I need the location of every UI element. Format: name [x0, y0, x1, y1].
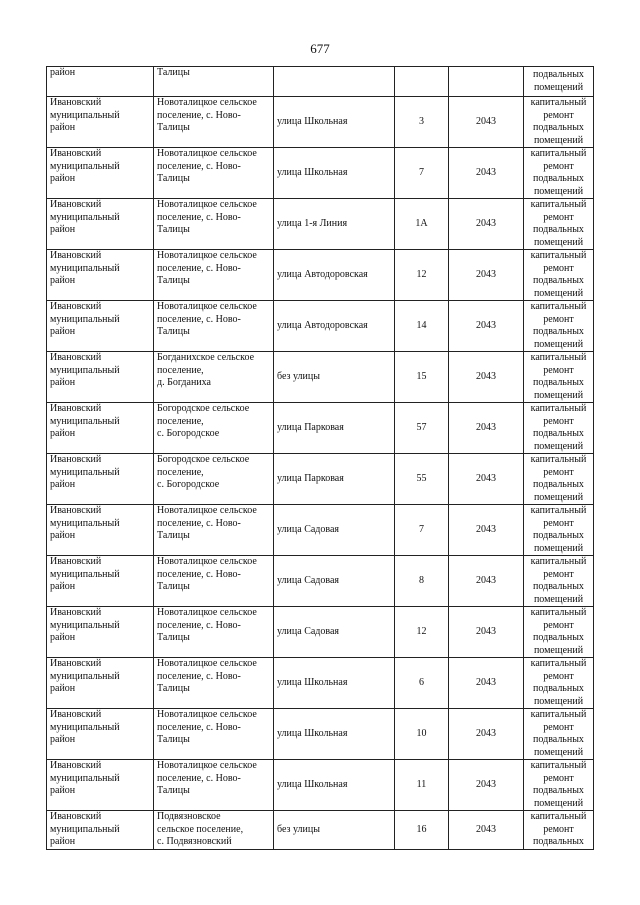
- year-cell: [449, 67, 524, 97]
- table-row: [47, 505, 594, 556]
- cell-line: ремонт: [543, 670, 574, 682]
- cell-line: ремонт: [543, 313, 574, 325]
- cell-line: поселение, с. Ново-: [157, 721, 241, 733]
- table-row: [47, 301, 594, 352]
- cell-line: капитальный: [530, 199, 587, 210]
- cell-line: с. Богородское: [157, 428, 220, 439]
- cell-line: помещений: [533, 695, 584, 707]
- house-cell: 12: [395, 607, 449, 658]
- cell-line: район: [50, 122, 76, 133]
- cell-line: муниципальный: [50, 823, 120, 835]
- district-cell: [47, 505, 154, 556]
- cell-line: помещений: [533, 81, 584, 93]
- street-cell: улица Школьная: [274, 148, 395, 199]
- settlement-cell: [154, 505, 274, 556]
- cell-line: подвальных: [533, 122, 584, 133]
- cell-line: поселение, с. Ново-: [157, 568, 241, 580]
- cell-line: Новоталицкое сельское: [157, 760, 257, 771]
- cell-line: муниципальный: [50, 160, 120, 172]
- year-cell: 2043: [449, 403, 524, 454]
- settlement-cell: [154, 454, 274, 505]
- cell-line: Талицы: [157, 67, 190, 78]
- cell-line: помещений: [533, 185, 584, 197]
- work-type-cell: [524, 607, 594, 658]
- settlement-cell: [154, 658, 274, 709]
- work-type-cell: [524, 811, 594, 850]
- settlement-cell: [154, 556, 274, 607]
- work-type-cell: [524, 658, 594, 709]
- cell-line: Ивановский: [50, 811, 102, 822]
- cell-line: капитальный: [530, 811, 587, 822]
- cell-line: район: [50, 326, 76, 337]
- year-cell: 2043: [449, 709, 524, 760]
- table-row: [47, 250, 594, 301]
- cell-line: подвальных: [533, 479, 584, 490]
- cell-line: ремонт: [543, 364, 574, 376]
- street-cell: улица Парковая: [274, 403, 395, 454]
- cell-line: Талицы: [157, 734, 190, 745]
- cell-line: район: [50, 581, 76, 592]
- table-row-continued: [47, 67, 594, 97]
- year-cell: 2043: [449, 556, 524, 607]
- table-row: [47, 352, 594, 403]
- settlement-cell: [154, 760, 274, 811]
- cell-line: ремонт: [543, 262, 574, 274]
- table-row: [47, 658, 594, 709]
- year-cell: 2043: [449, 811, 524, 850]
- cell-line: ремонт: [543, 415, 574, 427]
- cell-line: район: [50, 173, 76, 184]
- cell-line: с. Богородское: [157, 479, 220, 490]
- district-cell: [47, 403, 154, 454]
- cell-line: Талицы: [157, 785, 190, 796]
- cell-line: муниципальный: [50, 619, 120, 631]
- table-row: [47, 454, 594, 505]
- cell-line: сельское поселение,: [157, 823, 244, 835]
- street-cell: без улицы: [274, 811, 395, 850]
- year-cell: 2043: [449, 301, 524, 352]
- cell-line: муниципальный: [50, 109, 120, 121]
- district-cell: [47, 658, 154, 709]
- cell-line: помещений: [533, 491, 584, 503]
- district-cell: [47, 97, 154, 148]
- year-cell: 2043: [449, 760, 524, 811]
- street-cell: улица 1-я Линия: [274, 199, 395, 250]
- cell-line: ремонт: [543, 517, 574, 529]
- year-cell: 2043: [449, 250, 524, 301]
- cell-line: муниципальный: [50, 568, 120, 580]
- cell-line: поселение,: [157, 466, 204, 478]
- cell-line: подвальных: [533, 326, 584, 337]
- cell-line: подвальных: [533, 734, 584, 745]
- cell-line: Талицы: [157, 326, 190, 337]
- house-cell: 3: [395, 97, 449, 148]
- district-cell: [47, 454, 154, 505]
- work-type-cell: [524, 760, 594, 811]
- cell-line: помещений: [533, 593, 584, 605]
- cell-line: помещений: [533, 542, 584, 554]
- year-cell: 2043: [449, 607, 524, 658]
- cell-line: помещений: [533, 338, 584, 350]
- cell-line: Ивановский: [50, 556, 102, 567]
- cell-line: район: [50, 428, 76, 439]
- cell-line: капитальный: [530, 760, 587, 771]
- work-type-cell: [524, 199, 594, 250]
- cell-line: помещений: [533, 644, 584, 656]
- cell-line: ремонт: [543, 721, 574, 733]
- cell-line: Богородское сельское: [157, 403, 250, 414]
- cell-line: Ивановский: [50, 709, 102, 720]
- district-cell: [47, 148, 154, 199]
- cell-line: помещений: [533, 134, 584, 146]
- cell-line: Новоталицкое сельское: [157, 148, 257, 159]
- table-row: [47, 403, 594, 454]
- cell-line: ремонт: [543, 568, 574, 580]
- cell-line: Талицы: [157, 683, 190, 694]
- table-row: [47, 556, 594, 607]
- cell-line: Талицы: [157, 173, 190, 184]
- house-cell: 11: [395, 760, 449, 811]
- cell-line: Богородское сельское: [157, 454, 250, 465]
- year-cell: 2043: [449, 658, 524, 709]
- cell-line: Талицы: [157, 581, 190, 592]
- cell-line: муниципальный: [50, 211, 120, 223]
- cell-line: капитальный: [530, 709, 587, 720]
- house-cell: 8: [395, 556, 449, 607]
- cell-line: муниципальный: [50, 262, 120, 274]
- house-cell: 7: [395, 148, 449, 199]
- cell-line: с. Подвязновский: [157, 836, 232, 847]
- cell-line: подвальных: [533, 275, 584, 286]
- cell-line: Ивановский: [50, 250, 102, 261]
- cell-line: ремонт: [543, 211, 574, 223]
- cell-line: помещений: [533, 287, 584, 299]
- street-cell: улица Школьная: [274, 760, 395, 811]
- cell-line: капитальный: [530, 505, 587, 516]
- work-type-cell: [524, 454, 594, 505]
- cell-line: Ивановский: [50, 658, 102, 669]
- cell-line: район: [50, 734, 76, 745]
- cell-line: поселение,: [157, 415, 204, 427]
- cell-line: Новоталицкое сельское: [157, 199, 257, 210]
- cell-line: район: [50, 479, 76, 490]
- cell-line: капитальный: [530, 658, 587, 669]
- settlement-cell: [154, 607, 274, 658]
- settlement-cell: [154, 199, 274, 250]
- table-row: [47, 811, 594, 850]
- cell-line: район: [50, 224, 76, 235]
- cell-line: капитальный: [530, 556, 587, 567]
- cell-line: Подвязновское: [157, 811, 221, 822]
- cell-line: муниципальный: [50, 670, 120, 682]
- cell-line: капитальный: [530, 250, 587, 261]
- street-cell: улица Садовая: [274, 505, 395, 556]
- settlement-cell: [154, 67, 274, 97]
- table-row: [47, 607, 594, 658]
- year-cell: 2043: [449, 199, 524, 250]
- cell-line: район: [50, 530, 76, 541]
- table-row: [47, 199, 594, 250]
- cell-line: Новоталицкое сельское: [157, 97, 257, 108]
- work-type-cell: [524, 148, 594, 199]
- cell-line: Ивановский: [50, 403, 102, 414]
- street-cell: улица Школьная: [274, 97, 395, 148]
- house-cell: 10: [395, 709, 449, 760]
- cell-line: помещений: [533, 440, 584, 452]
- year-cell: 2043: [449, 454, 524, 505]
- cell-line: капитальный: [530, 403, 587, 414]
- settlement-cell: [154, 301, 274, 352]
- cell-line: Ивановский: [50, 505, 102, 516]
- work-type-cell: [524, 250, 594, 301]
- cell-line: ремонт: [543, 619, 574, 631]
- cell-line: поселение, с. Ново-: [157, 313, 241, 325]
- settlement-cell: [154, 148, 274, 199]
- cell-line: капитальный: [530, 607, 587, 618]
- street-cell: улица Садовая: [274, 556, 395, 607]
- cell-line: Новоталицкое сельское: [157, 301, 257, 312]
- cell-line: Новоталицкое сельское: [157, 709, 257, 720]
- work-type-cell: [524, 301, 594, 352]
- cell-line: подвальных: [533, 581, 584, 592]
- cell-line: Талицы: [157, 275, 190, 286]
- cell-line: помещений: [533, 389, 584, 401]
- settlement-cell: [154, 352, 274, 403]
- cell-line: Талицы: [157, 122, 190, 133]
- cell-line: муниципальный: [50, 313, 120, 325]
- cell-line: район: [50, 683, 76, 694]
- cell-line: подвальных: [533, 173, 584, 184]
- cell-line: подвальных: [533, 224, 584, 235]
- street-cell: [274, 67, 395, 97]
- table-row: [47, 97, 594, 148]
- cell-line: помещений: [533, 797, 584, 809]
- cell-line: подвальных: [533, 530, 584, 541]
- cell-line: поселение, с. Ново-: [157, 517, 241, 529]
- cell-line: капитальный: [530, 454, 587, 465]
- cell-line: ремонт: [543, 466, 574, 478]
- district-cell: [47, 760, 154, 811]
- registry-body: [47, 67, 594, 850]
- house-cell: 6: [395, 658, 449, 709]
- cell-line: поселение, с. Ново-: [157, 619, 241, 631]
- year-cell: 2043: [449, 352, 524, 403]
- building-registry-table: [46, 66, 594, 850]
- table-row: [47, 760, 594, 811]
- house-cell: 7: [395, 505, 449, 556]
- district-cell: [47, 67, 154, 97]
- cell-line: поселение, с. Ново-: [157, 211, 241, 223]
- cell-line: подвальных: [533, 632, 584, 643]
- cell-line: муниципальный: [50, 772, 120, 784]
- street-cell: улица Школьная: [274, 658, 395, 709]
- cell-line: муниципальный: [50, 721, 120, 733]
- cell-line: подвальных: [533, 428, 584, 439]
- cell-line: поселение,: [157, 364, 204, 376]
- settlement-cell: [154, 97, 274, 148]
- district-cell: [47, 607, 154, 658]
- street-cell: улица Автодоровская: [274, 250, 395, 301]
- cell-line: ремонт: [543, 160, 574, 172]
- cell-line: помещений: [533, 236, 584, 248]
- cell-line: подвальных: [533, 69, 584, 80]
- cell-line: район: [50, 377, 76, 388]
- street-cell: улица Школьная: [274, 709, 395, 760]
- cell-line: помещений: [533, 746, 584, 758]
- table-row: [47, 709, 594, 760]
- district-cell: [47, 709, 154, 760]
- cell-line: капитальный: [530, 97, 587, 108]
- cell-line: капитальный: [530, 301, 587, 312]
- street-cell: улица Парковая: [274, 454, 395, 505]
- district-cell: [47, 556, 154, 607]
- settlement-cell: [154, 250, 274, 301]
- cell-line: подвальных: [533, 377, 584, 388]
- cell-line: муниципальный: [50, 364, 120, 376]
- cell-line: Талицы: [157, 530, 190, 541]
- cell-line: муниципальный: [50, 517, 120, 529]
- house-cell: 12: [395, 250, 449, 301]
- cell-line: подвальных: [533, 836, 584, 847]
- street-cell: улица Садовая: [274, 607, 395, 658]
- cell-line: Новоталицкое сельское: [157, 607, 257, 618]
- cell-line: Ивановский: [50, 148, 102, 159]
- street-cell: улица Автодоровская: [274, 301, 395, 352]
- cell-line: район: [50, 836, 76, 847]
- district-cell: [47, 301, 154, 352]
- cell-line: муниципальный: [50, 415, 120, 427]
- cell-line: Талицы: [157, 224, 190, 235]
- district-cell: [47, 250, 154, 301]
- cell-line: Ивановский: [50, 97, 102, 108]
- district-cell: [47, 199, 154, 250]
- house-cell: [395, 67, 449, 97]
- cell-line: поселение, с. Ново-: [157, 670, 241, 682]
- cell-line: ремонт: [543, 772, 574, 784]
- cell-line: Ивановский: [50, 352, 102, 363]
- cell-line: Новоталицкое сельское: [157, 658, 257, 669]
- house-cell: 16: [395, 811, 449, 850]
- cell-line: поселение, с. Ново-: [157, 109, 241, 121]
- house-cell: 57: [395, 403, 449, 454]
- cell-line: муниципальный: [50, 466, 120, 478]
- work-type-cell: [524, 97, 594, 148]
- work-type-cell: [524, 505, 594, 556]
- cell-line: Новоталицкое сельское: [157, 250, 257, 261]
- cell-line: капитальный: [530, 352, 587, 363]
- cell-line: Ивановский: [50, 301, 102, 312]
- work-type-cell: [524, 67, 594, 97]
- cell-line: Ивановский: [50, 454, 102, 465]
- cell-line: подвальных: [533, 683, 584, 694]
- cell-line: район: [50, 785, 76, 796]
- work-type-cell: [524, 709, 594, 760]
- district-cell: [47, 352, 154, 403]
- work-type-cell: [524, 352, 594, 403]
- cell-line: Талицы: [157, 632, 190, 643]
- work-type-cell: [524, 556, 594, 607]
- cell-line: район: [50, 632, 76, 643]
- house-cell: 1А: [395, 199, 449, 250]
- page-number: 677: [310, 41, 330, 56]
- cell-line: Ивановский: [50, 760, 102, 771]
- table-row: [47, 148, 594, 199]
- cell-line: Новоталицкое сельское: [157, 556, 257, 567]
- cell-line: ремонт: [543, 823, 574, 835]
- cell-line: район: [50, 275, 76, 286]
- street-cell: без улицы: [274, 352, 395, 403]
- house-cell: 14: [395, 301, 449, 352]
- cell-line: поселение, с. Ново-: [157, 160, 241, 172]
- cell-line: д. Богданиха: [157, 377, 211, 388]
- cell-line: ремонт: [543, 109, 574, 121]
- cell-line: район: [50, 67, 76, 78]
- cell-line: Ивановский: [50, 607, 102, 618]
- cell-line: капитальный: [530, 148, 587, 159]
- district-cell: [47, 811, 154, 850]
- cell-line: Ивановский: [50, 199, 102, 210]
- settlement-cell: [154, 403, 274, 454]
- house-cell: 15: [395, 352, 449, 403]
- year-cell: 2043: [449, 97, 524, 148]
- cell-line: поселение, с. Ново-: [157, 262, 241, 274]
- settlement-cell: [154, 709, 274, 760]
- cell-line: Новоталицкое сельское: [157, 505, 257, 516]
- settlement-cell: [154, 811, 274, 850]
- house-cell: 55: [395, 454, 449, 505]
- year-cell: 2043: [449, 505, 524, 556]
- cell-line: подвальных: [533, 785, 584, 796]
- cell-line: поселение, с. Ново-: [157, 772, 241, 784]
- cell-line: Богданихское сельское: [157, 352, 255, 363]
- work-type-cell: [524, 403, 594, 454]
- year-cell: 2043: [449, 148, 524, 199]
